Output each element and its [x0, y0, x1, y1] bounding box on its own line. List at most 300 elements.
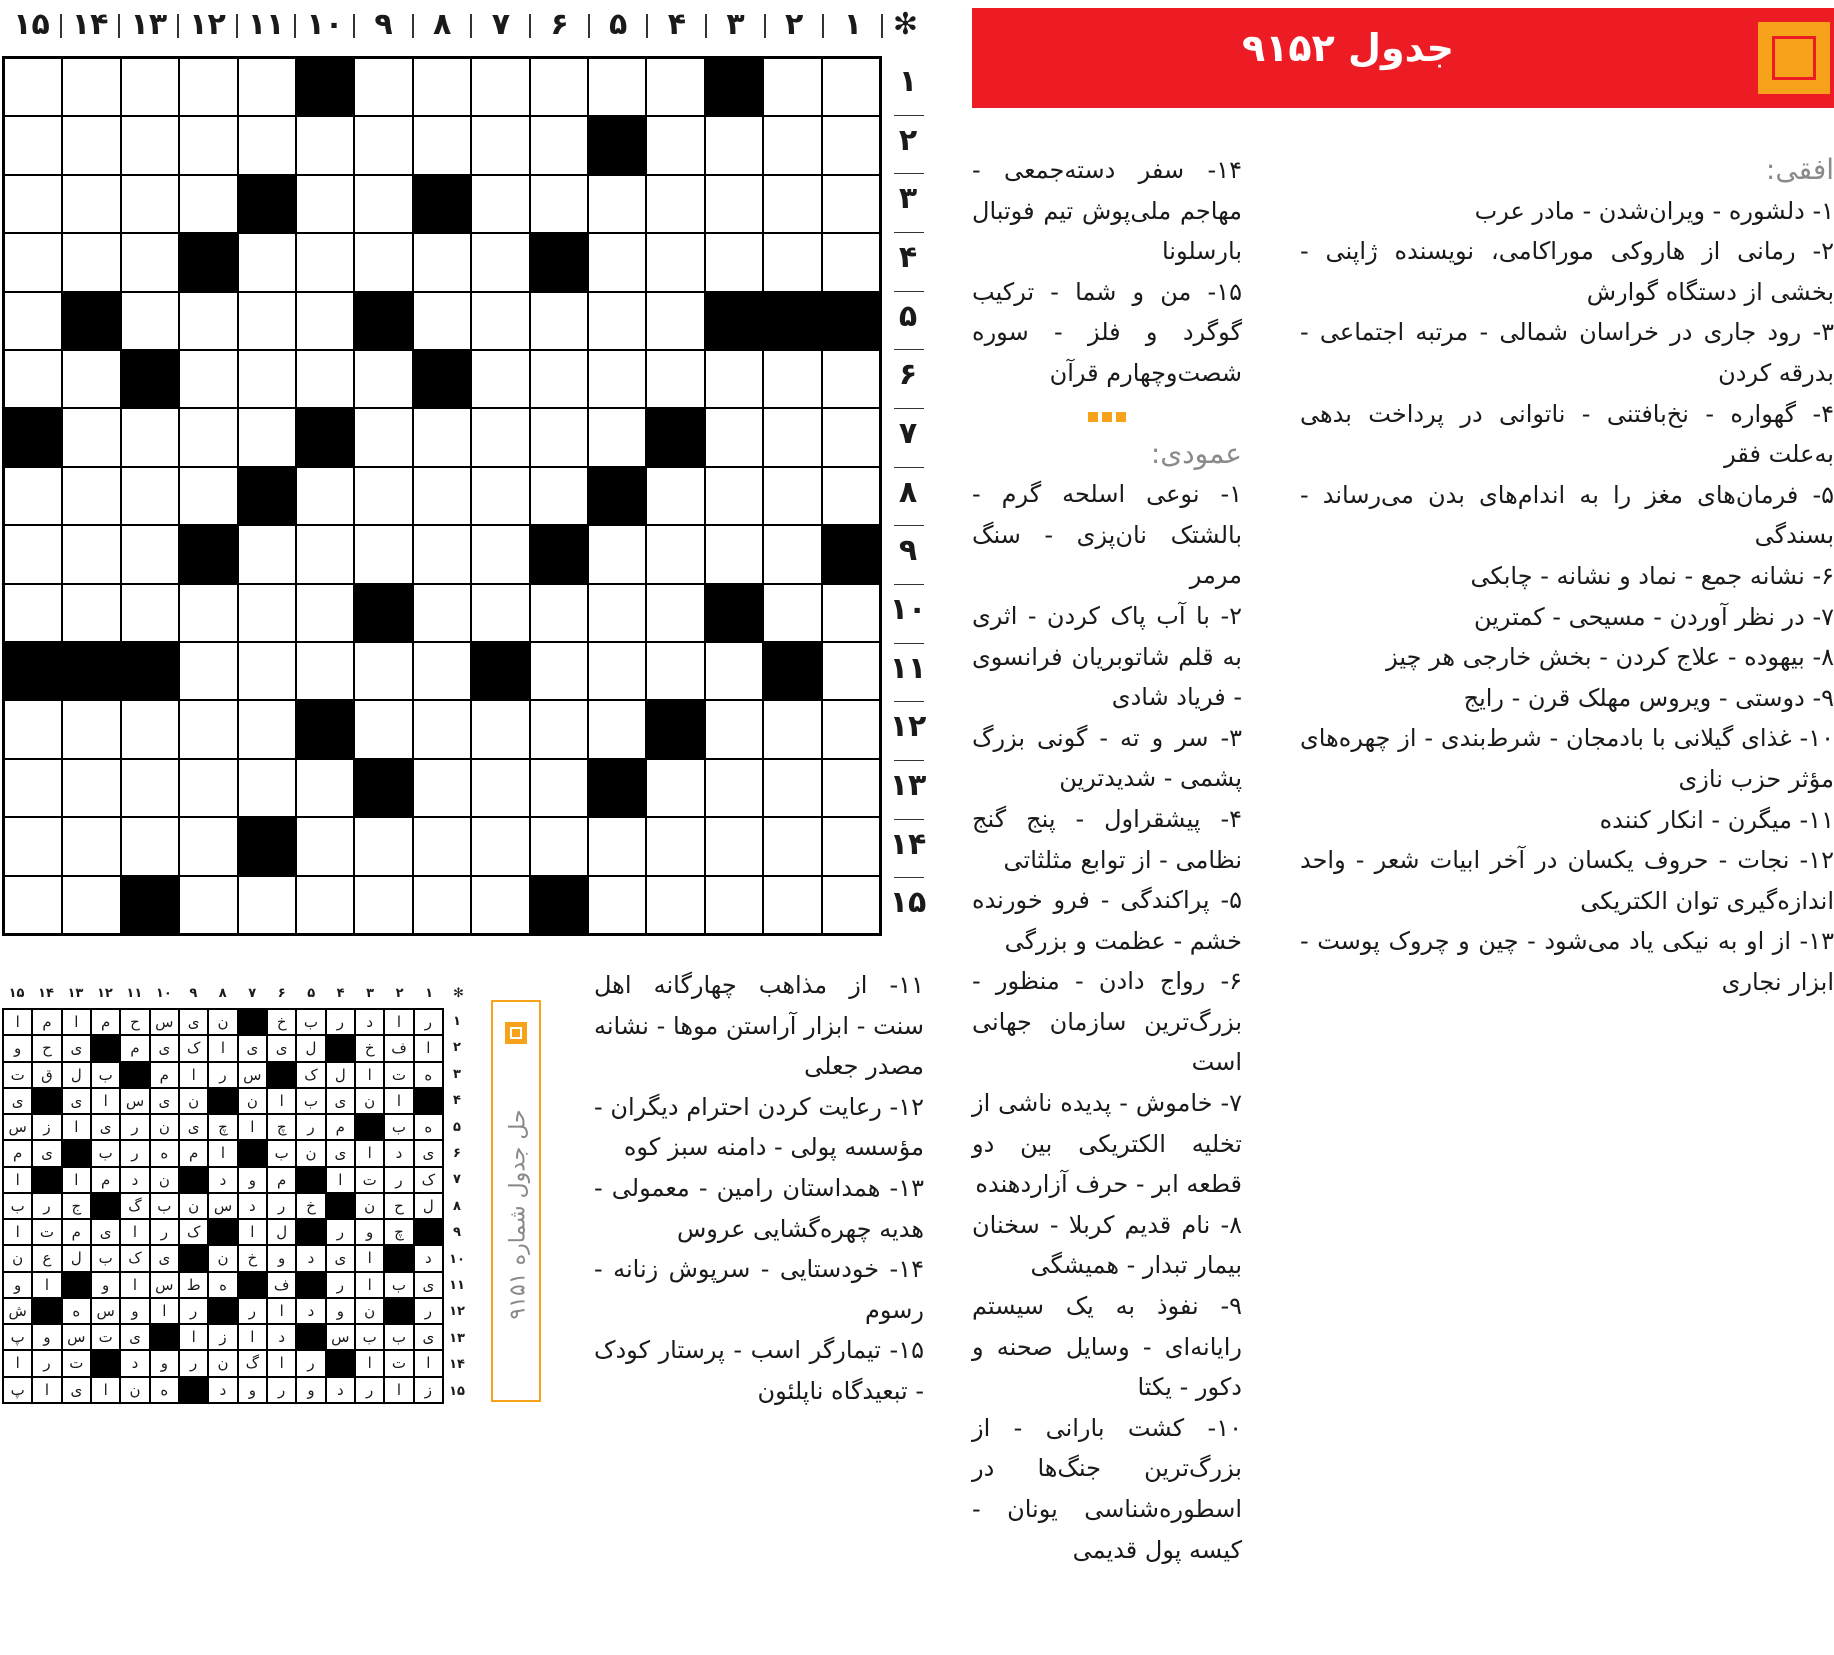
solution-cell: ی — [179, 1114, 208, 1140]
grid-cell[interactable] — [471, 700, 529, 758]
grid-cell[interactable] — [62, 233, 120, 291]
solution-column-number: ۸ — [218, 986, 227, 1001]
solution-row-number: ۵ — [453, 1119, 461, 1135]
solution-row-number: ۳ — [453, 1066, 461, 1082]
solution-cell: ه — [150, 1377, 179, 1403]
grid-cell[interactable] — [705, 876, 763, 934]
grid-cell[interactable] — [646, 350, 704, 408]
solution-cell: ر — [267, 1193, 296, 1219]
solution-cell: ا — [3, 1009, 32, 1035]
grid-cell[interactable] — [296, 350, 354, 408]
solution-row-number: ۱ — [453, 1014, 461, 1029]
grid-cell[interactable] — [238, 467, 296, 525]
grid-cell[interactable] — [121, 116, 179, 174]
grid-cell[interactable] — [822, 175, 880, 233]
grid-cell[interactable] — [179, 233, 237, 291]
grid-cell[interactable] — [413, 642, 471, 700]
grid-cell[interactable] — [471, 759, 529, 817]
grid-cell[interactable] — [646, 584, 704, 642]
solution-cell — [32, 1088, 61, 1114]
grid-cell[interactable] — [4, 525, 62, 583]
grid-cell[interactable] — [296, 233, 354, 291]
solution-row-number: ۷ — [453, 1172, 461, 1188]
grid-cell[interactable] — [646, 817, 704, 875]
newspaper-logo-icon — [1758, 22, 1830, 94]
solution-cell: ی — [267, 1035, 296, 1061]
grid-cell[interactable] — [354, 759, 412, 817]
grid-cell[interactable] — [413, 175, 471, 233]
row-divider — [894, 584, 924, 585]
grid-cell[interactable] — [413, 876, 471, 934]
grid-cell[interactable] — [354, 350, 412, 408]
grid-cell[interactable] — [530, 175, 588, 233]
grid-cell[interactable] — [705, 642, 763, 700]
grid-cell[interactable] — [179, 876, 237, 934]
grid-cell[interactable] — [530, 233, 588, 291]
grid-cell[interactable] — [705, 817, 763, 875]
solution-cell: ی — [62, 1088, 91, 1114]
solution-cell: ا — [384, 1009, 413, 1035]
solution-cell: ن — [150, 1114, 179, 1140]
grid-cell[interactable] — [4, 642, 62, 700]
grid-cell[interactable] — [705, 175, 763, 233]
grid-cell[interactable] — [179, 584, 237, 642]
grid-cell[interactable] — [588, 817, 646, 875]
solution-cell: گ — [120, 1193, 149, 1219]
grid-cell[interactable] — [588, 759, 646, 817]
grid-cell[interactable] — [763, 408, 821, 466]
grid-cell[interactable] — [121, 584, 179, 642]
grid-cell[interactable] — [471, 642, 529, 700]
grid-cell[interactable] — [4, 876, 62, 934]
grid-cell[interactable] — [588, 467, 646, 525]
grid-cell[interactable] — [62, 408, 120, 466]
grid-cell[interactable] — [471, 525, 529, 583]
grid-cell[interactable] — [62, 350, 120, 408]
grid-cell[interactable] — [646, 642, 704, 700]
grid-cell[interactable] — [354, 642, 412, 700]
grid-cell[interactable] — [62, 759, 120, 817]
grid-cell[interactable] — [4, 759, 62, 817]
grid-cell[interactable] — [646, 700, 704, 758]
grid-cell[interactable] — [471, 584, 529, 642]
grid-cell[interactable] — [471, 408, 529, 466]
grid-cell[interactable] — [413, 233, 471, 291]
solution-cell: م — [91, 1009, 120, 1035]
grid-cell[interactable] — [646, 233, 704, 291]
grid-cell[interactable] — [296, 700, 354, 758]
grid-cell[interactable] — [588, 876, 646, 934]
solution-cell: ا — [208, 1140, 237, 1166]
grid-cell[interactable] — [646, 408, 704, 466]
grid-cell[interactable] — [822, 700, 880, 758]
grid-cell[interactable] — [530, 759, 588, 817]
grid-cell[interactable] — [588, 58, 646, 116]
grid-cell[interactable] — [354, 292, 412, 350]
grid-cell[interactable] — [530, 525, 588, 583]
grid-cell[interactable] — [4, 408, 62, 466]
grid-cell[interactable] — [296, 759, 354, 817]
grid-cell[interactable] — [354, 233, 412, 291]
solution-cell: م — [179, 1140, 208, 1166]
grid-cell[interactable] — [705, 350, 763, 408]
grid-cell[interactable] — [238, 175, 296, 233]
grid-cell[interactable] — [121, 759, 179, 817]
grid-cell[interactable] — [121, 292, 179, 350]
crossword-grid[interactable] — [2, 56, 882, 936]
grid-cell[interactable] — [822, 759, 880, 817]
solution-cell: و — [91, 1272, 120, 1298]
row-number: ۷ — [898, 416, 918, 452]
grid-cell[interactable] — [121, 817, 179, 875]
grid-cell[interactable] — [179, 116, 237, 174]
solution-cell: ش — [3, 1298, 32, 1324]
solution-cell: ا — [355, 1140, 384, 1166]
grid-cell[interactable] — [179, 759, 237, 817]
grid-cell[interactable] — [471, 175, 529, 233]
grid-cell[interactable] — [588, 350, 646, 408]
grid-cell[interactable] — [354, 58, 412, 116]
solution-cell: ر — [179, 1298, 208, 1324]
grid-cell[interactable] — [471, 817, 529, 875]
grid-cell[interactable] — [822, 233, 880, 291]
grid-cell[interactable] — [471, 233, 529, 291]
grid-cell[interactable] — [822, 525, 880, 583]
grid-cell[interactable] — [121, 700, 179, 758]
grid-cell[interactable] — [763, 759, 821, 817]
solution-cell — [296, 1219, 325, 1245]
column-number: ۱۴ — [71, 7, 109, 42]
grid-cell[interactable] — [588, 584, 646, 642]
grid-cell[interactable] — [121, 408, 179, 466]
solution-cell: ن — [208, 1350, 237, 1376]
grid-cell[interactable] — [354, 408, 412, 466]
grid-cell[interactable] — [179, 467, 237, 525]
grid-cell[interactable] — [588, 700, 646, 758]
grid-cell[interactable] — [296, 817, 354, 875]
grid-cell[interactable] — [705, 408, 763, 466]
solution-cell — [179, 1245, 208, 1271]
grid-cell[interactable] — [471, 116, 529, 174]
solution-cell: ر — [326, 1272, 355, 1298]
grid-cell[interactable] — [530, 292, 588, 350]
grid-cell[interactable] — [413, 817, 471, 875]
solution-cell: ا — [179, 1324, 208, 1350]
grid-cell[interactable] — [413, 467, 471, 525]
grid-cell[interactable] — [4, 700, 62, 758]
grid-cell[interactable] — [179, 642, 237, 700]
clue-text: ۹- دوستی - ویروس مهلک قرن - رایج — [1463, 683, 1834, 712]
grid-cell[interactable] — [763, 642, 821, 700]
grid-cell[interactable] — [4, 584, 62, 642]
solution-cell: پ — [3, 1324, 32, 1350]
solution-cell: ر — [32, 1193, 61, 1219]
vertical-heading: عمودی: — [1150, 436, 1242, 470]
grid-cell[interactable] — [179, 350, 237, 408]
solution-cell: ن — [355, 1088, 384, 1114]
grid-cell[interactable] — [354, 467, 412, 525]
solution-cell: م — [267, 1167, 296, 1193]
grid-cell[interactable] — [822, 116, 880, 174]
grid-cell[interactable] — [646, 175, 704, 233]
grid-cell[interactable] — [530, 467, 588, 525]
grid-cell[interactable] — [822, 467, 880, 525]
solution-cell: ی — [326, 1088, 355, 1114]
grid-cell[interactable] — [238, 525, 296, 583]
grid-cell[interactable] — [763, 233, 821, 291]
solution-row-number: ۱۰ — [449, 1251, 465, 1267]
grid-cell[interactable] — [238, 759, 296, 817]
grid-cell[interactable] — [705, 233, 763, 291]
solution-cell — [179, 1377, 208, 1403]
grid-cell[interactable] — [646, 876, 704, 934]
grid-cell[interactable] — [62, 175, 120, 233]
grid-cell[interactable] — [296, 876, 354, 934]
grid-cell[interactable] — [413, 292, 471, 350]
solution-cell: ی — [150, 1088, 179, 1114]
grid-cell[interactable] — [763, 467, 821, 525]
grid-cell[interactable] — [588, 292, 646, 350]
grid-cell[interactable] — [296, 467, 354, 525]
grid-cell[interactable] — [62, 467, 120, 525]
grid-cell[interactable] — [822, 584, 880, 642]
grid-cell[interactable] — [646, 58, 704, 116]
grid-cell[interactable] — [705, 584, 763, 642]
solution-title: حل جدول شماره ۹۱۵۱ — [505, 1109, 531, 1320]
clue-text: ۱۵- تیمارگر اسب - پرستار کودک - تبعیدگاه ناپلئون — [594, 1336, 924, 1405]
grid-cell[interactable] — [413, 700, 471, 758]
grid-cell[interactable] — [646, 759, 704, 817]
grid-cell[interactable] — [822, 642, 880, 700]
grid-cell[interactable] — [179, 817, 237, 875]
grid-cell[interactable] — [4, 292, 62, 350]
column-number: ۶ — [550, 7, 569, 42]
grid-cell[interactable] — [296, 525, 354, 583]
grid-cell[interactable] — [413, 116, 471, 174]
grid-cell[interactable] — [822, 408, 880, 466]
grid-cell[interactable] — [413, 525, 471, 583]
grid-cell[interactable] — [705, 116, 763, 174]
grid-cell[interactable] — [62, 292, 120, 350]
row-divider — [894, 349, 924, 350]
grid-cell[interactable] — [62, 817, 120, 875]
grid-cell[interactable] — [62, 116, 120, 174]
grid-cell[interactable] — [238, 116, 296, 174]
solution-cell: ب — [296, 1009, 325, 1035]
grid-cell[interactable] — [413, 58, 471, 116]
column-number: ۱۳ — [130, 7, 168, 42]
grid-cell[interactable] — [705, 467, 763, 525]
grid-cell[interactable] — [763, 817, 821, 875]
grid-cell[interactable] — [763, 584, 821, 642]
grid-cell[interactable] — [354, 584, 412, 642]
solution-cell: ی — [326, 1140, 355, 1166]
solution-cell: م — [326, 1114, 355, 1140]
grid-cell[interactable] — [588, 525, 646, 583]
grid-cell[interactable] — [530, 58, 588, 116]
grid-cell[interactable] — [763, 175, 821, 233]
grid-cell[interactable] — [179, 292, 237, 350]
grid-cell[interactable] — [705, 58, 763, 116]
solution-cell: د — [238, 1193, 267, 1219]
solution-cell: ا — [267, 1350, 296, 1376]
solution-cell: ع — [32, 1245, 61, 1271]
grid-cell[interactable] — [354, 525, 412, 583]
grid-cell[interactable] — [530, 817, 588, 875]
grid-cell[interactable] — [121, 467, 179, 525]
grid-cell[interactable] — [822, 350, 880, 408]
grid-cell[interactable] — [471, 467, 529, 525]
grid-cell[interactable] — [179, 525, 237, 583]
grid-cell[interactable] — [4, 116, 62, 174]
grid-cell[interactable] — [822, 876, 880, 934]
grid-cell[interactable] — [471, 292, 529, 350]
grid-cell[interactable] — [179, 700, 237, 758]
grid-cell[interactable] — [121, 350, 179, 408]
grid-cell[interactable] — [296, 642, 354, 700]
grid-cell[interactable] — [238, 700, 296, 758]
grid-cell[interactable] — [296, 116, 354, 174]
column-number: ۱۱ — [247, 7, 285, 42]
grid-cell[interactable] — [238, 292, 296, 350]
grid-cell[interactable] — [822, 292, 880, 350]
row-number: ۸ — [898, 474, 918, 510]
grid-cell[interactable] — [471, 58, 529, 116]
grid-cell[interactable] — [62, 876, 120, 934]
grid-cell[interactable] — [705, 759, 763, 817]
grid-cell[interactable] — [530, 700, 588, 758]
grid-cell[interactable] — [588, 642, 646, 700]
grid-cell[interactable] — [179, 408, 237, 466]
grid-cell[interactable] — [121, 58, 179, 116]
grid-cell[interactable] — [296, 58, 354, 116]
grid-cell[interactable] — [413, 408, 471, 466]
grid-cell[interactable] — [763, 58, 821, 116]
grid-cell[interactable] — [763, 525, 821, 583]
solution-cell — [384, 1298, 413, 1324]
row-number: ۱۱ — [889, 650, 927, 686]
solution-cell: ب — [91, 1062, 120, 1088]
grid-cell[interactable] — [4, 467, 62, 525]
grid-cell[interactable] — [530, 584, 588, 642]
solution-row-number: ۱۲ — [449, 1304, 465, 1320]
grid-cell[interactable] — [646, 467, 704, 525]
solution-cell: س — [150, 1009, 179, 1035]
grid-cell[interactable] — [354, 116, 412, 174]
grid-cell[interactable] — [238, 584, 296, 642]
grid-cell[interactable] — [4, 233, 62, 291]
grid-cell[interactable] — [705, 700, 763, 758]
grid-cell[interactable] — [413, 759, 471, 817]
grid-cell[interactable] — [588, 175, 646, 233]
grid-cell[interactable] — [4, 350, 62, 408]
grid-cell[interactable] — [238, 408, 296, 466]
solution-cell: م — [62, 1219, 91, 1245]
grid-cell[interactable] — [530, 876, 588, 934]
grid-cell[interactable] — [763, 700, 821, 758]
grid-cell[interactable] — [588, 116, 646, 174]
grid-cell[interactable] — [62, 584, 120, 642]
grid-cell[interactable] — [530, 408, 588, 466]
grid-cell[interactable] — [530, 116, 588, 174]
grid-cell[interactable] — [4, 58, 62, 116]
grid-cell[interactable] — [530, 350, 588, 408]
title-bar — [972, 8, 1834, 108]
column-separator — [412, 14, 414, 38]
grid-cell[interactable] — [179, 175, 237, 233]
grid-cell[interactable] — [413, 584, 471, 642]
solution-cell: ن — [150, 1167, 179, 1193]
grid-cell[interactable] — [121, 233, 179, 291]
solution-cell: ی — [3, 1088, 32, 1114]
grid-cell[interactable] — [822, 817, 880, 875]
solution-cell: ب — [384, 1324, 413, 1350]
grid-cell[interactable] — [4, 175, 62, 233]
grid-cell[interactable] — [238, 233, 296, 291]
grid-cell[interactable] — [588, 233, 646, 291]
grid-cell[interactable] — [763, 116, 821, 174]
grid-cell[interactable] — [238, 350, 296, 408]
grid-cell[interactable] — [121, 642, 179, 700]
grid-cell[interactable] — [705, 525, 763, 583]
grid-cell[interactable] — [471, 350, 529, 408]
grid-cell[interactable] — [121, 175, 179, 233]
grid-cell[interactable] — [763, 292, 821, 350]
grid-cell[interactable] — [296, 292, 354, 350]
grid-cell[interactable] — [62, 642, 120, 700]
grid-cell[interactable] — [413, 350, 471, 408]
grid-cell[interactable] — [763, 350, 821, 408]
grid-cell[interactable] — [354, 700, 412, 758]
grid-cell[interactable] — [121, 525, 179, 583]
grid-cell[interactable] — [296, 175, 354, 233]
grid-cell[interactable] — [62, 525, 120, 583]
grid-cell[interactable] — [588, 408, 646, 466]
solution-cell — [238, 1272, 267, 1298]
grid-cell[interactable] — [238, 58, 296, 116]
grid-cell[interactable] — [121, 876, 179, 934]
grid-cell[interactable] — [62, 700, 120, 758]
grid-cell[interactable] — [354, 876, 412, 934]
grid-cell[interactable] — [705, 292, 763, 350]
solution-cell: ر — [238, 1298, 267, 1324]
grid-cell[interactable] — [354, 817, 412, 875]
solution-cell: ر — [326, 1219, 355, 1245]
grid-cell[interactable] — [471, 876, 529, 934]
solution-cell: ت — [3, 1062, 32, 1088]
row-number: ۳ — [898, 181, 918, 217]
grid-cell[interactable] — [238, 642, 296, 700]
grid-cell[interactable] — [530, 642, 588, 700]
grid-cell[interactable] — [238, 876, 296, 934]
solution-cell: ی — [62, 1377, 91, 1403]
grid-cell[interactable] — [4, 817, 62, 875]
grid-cell[interactable] — [179, 58, 237, 116]
grid-cell[interactable] — [296, 408, 354, 466]
row-divider — [894, 819, 924, 820]
grid-cell[interactable] — [822, 58, 880, 116]
column-number: ۱ — [843, 7, 863, 42]
grid-cell[interactable] — [238, 817, 296, 875]
grid-cell[interactable] — [646, 525, 704, 583]
grid-cell[interactable] — [646, 292, 704, 350]
grid-cell[interactable] — [646, 116, 704, 174]
row-divider — [894, 877, 924, 878]
grid-cell[interactable] — [62, 58, 120, 116]
grid-cell[interactable] — [296, 584, 354, 642]
grid-cell[interactable] — [763, 876, 821, 934]
grid-cell[interactable] — [354, 175, 412, 233]
